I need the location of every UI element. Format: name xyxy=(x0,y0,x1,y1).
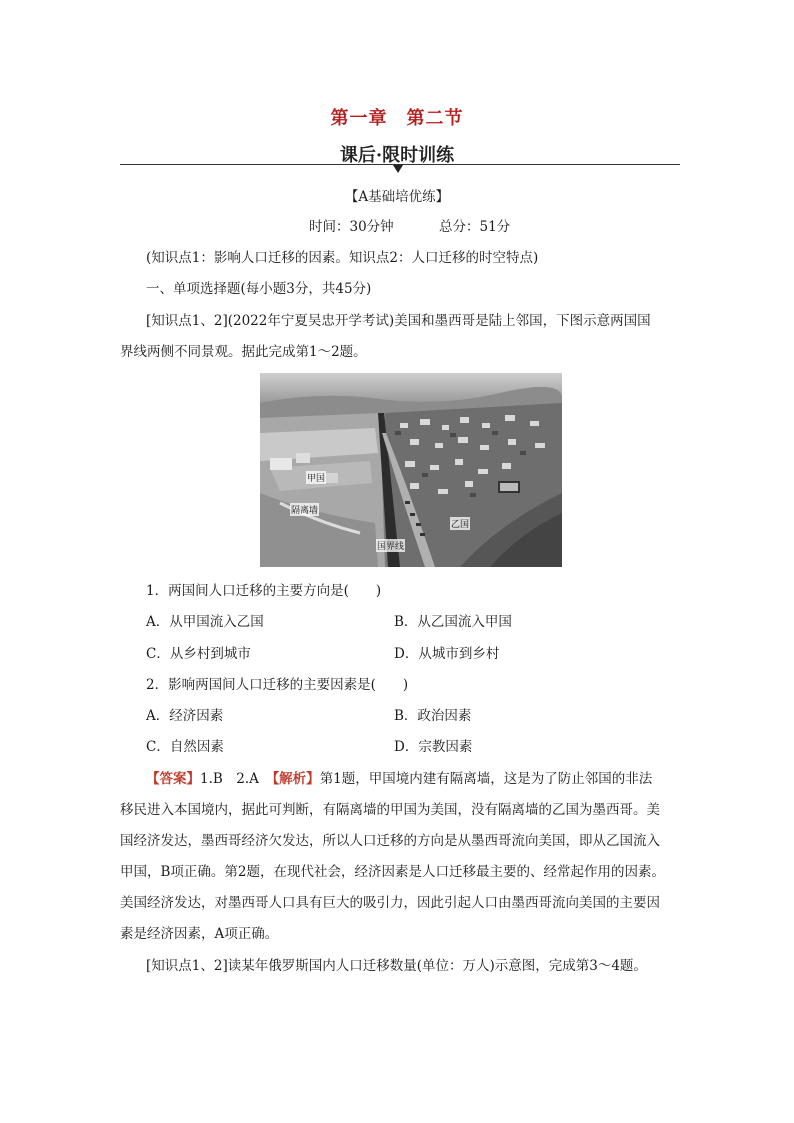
intro-line-2: 界线两侧不同景观。据此完成第1～2题。 xyxy=(120,344,367,360)
label-yi: 乙国 xyxy=(450,517,470,530)
q2-option-d[interactable]: D．宗教因素 xyxy=(394,739,473,755)
time-limit: 时间：30分钟 xyxy=(309,219,394,235)
analysis-line-6: 素是经济因素，A项正确。 xyxy=(120,926,279,942)
answer-label: 【答案】 xyxy=(146,771,200,787)
label-jia: 甲国 xyxy=(306,471,326,484)
analysis-text-1: 第1题，甲国境内建有隔离墙，这是为了防止邻国的非法 xyxy=(319,771,653,787)
intro-line-1: [知识点1、2](2022年宁夏吴忠开学考试)美国和墨西哥是陆上邻国，下图示意两国国 xyxy=(146,313,651,329)
next-question-intro: [知识点1、2]读某年俄罗斯国内人口迁移数量(单位：万人)示意图，完成第3～4题。 xyxy=(146,958,647,974)
q2-option-a[interactable]: A．经济因素 xyxy=(146,708,224,724)
label-border: 国界线 xyxy=(376,539,405,552)
analysis-line-4: 甲国，B项正确。第2题，在现代社会，经济因素是人口迁移最主要的、经常起作用的因素。 xyxy=(120,864,666,880)
analysis-line-3: 国经济发达，墨西哥经济欠发达，所以人口迁移的方向是从墨西哥流向美国，即从乙国流入 xyxy=(120,833,660,849)
triangle-marker-icon xyxy=(393,165,403,173)
total-score: 总分：51分 xyxy=(439,219,511,235)
question-1-stem: 1．两国间人口迁移的主要方向是( ) xyxy=(146,583,382,599)
part-title: 一、单项选择题(每小题3分，共45分) xyxy=(146,281,372,297)
answer-line-1 xyxy=(146,769,652,789)
analysis-line-5: 美国经济发达，对墨西哥人口具有巨大的吸引力，因此引起人口由墨西哥流向美国的主要因 xyxy=(120,895,660,911)
chapter-title: 第一章 第二节 xyxy=(330,108,464,129)
q1-option-b[interactable]: B．从乙国流入甲国 xyxy=(394,614,512,630)
q2-option-c[interactable]: C．自然因素 xyxy=(146,739,224,755)
answer-key: 1.B 2.A xyxy=(200,771,259,787)
analysis-line-2: 移民进入本国境内，据此可判断，有隔离墙的甲国为美国，没有隔离墙的乙国为墨西哥。美 xyxy=(120,802,660,818)
label-wall: 隔离墙 xyxy=(290,503,319,516)
question-2-stem: 2．影响两国间人口迁移的主要因素是( ) xyxy=(146,677,409,693)
border-landscape-photo xyxy=(260,373,562,567)
analysis-label: 【解析】 xyxy=(272,771,320,787)
q2-option-b[interactable]: B．政治因素 xyxy=(394,708,472,724)
q1-option-d[interactable]: D．从城市到乡村 xyxy=(394,646,500,662)
knowledge-points: (知识点1：影响人口迁移的因素。知识点2：人口迁移的时空特点) xyxy=(146,250,539,266)
section-title: 课后·限时训练 xyxy=(339,145,455,166)
q1-option-a[interactable]: A．从甲国流入乙国 xyxy=(146,614,264,630)
q1-option-c[interactable]: C．从乡村到城市 xyxy=(146,646,251,662)
practice-level: 【A基础培优练】 xyxy=(344,189,450,205)
